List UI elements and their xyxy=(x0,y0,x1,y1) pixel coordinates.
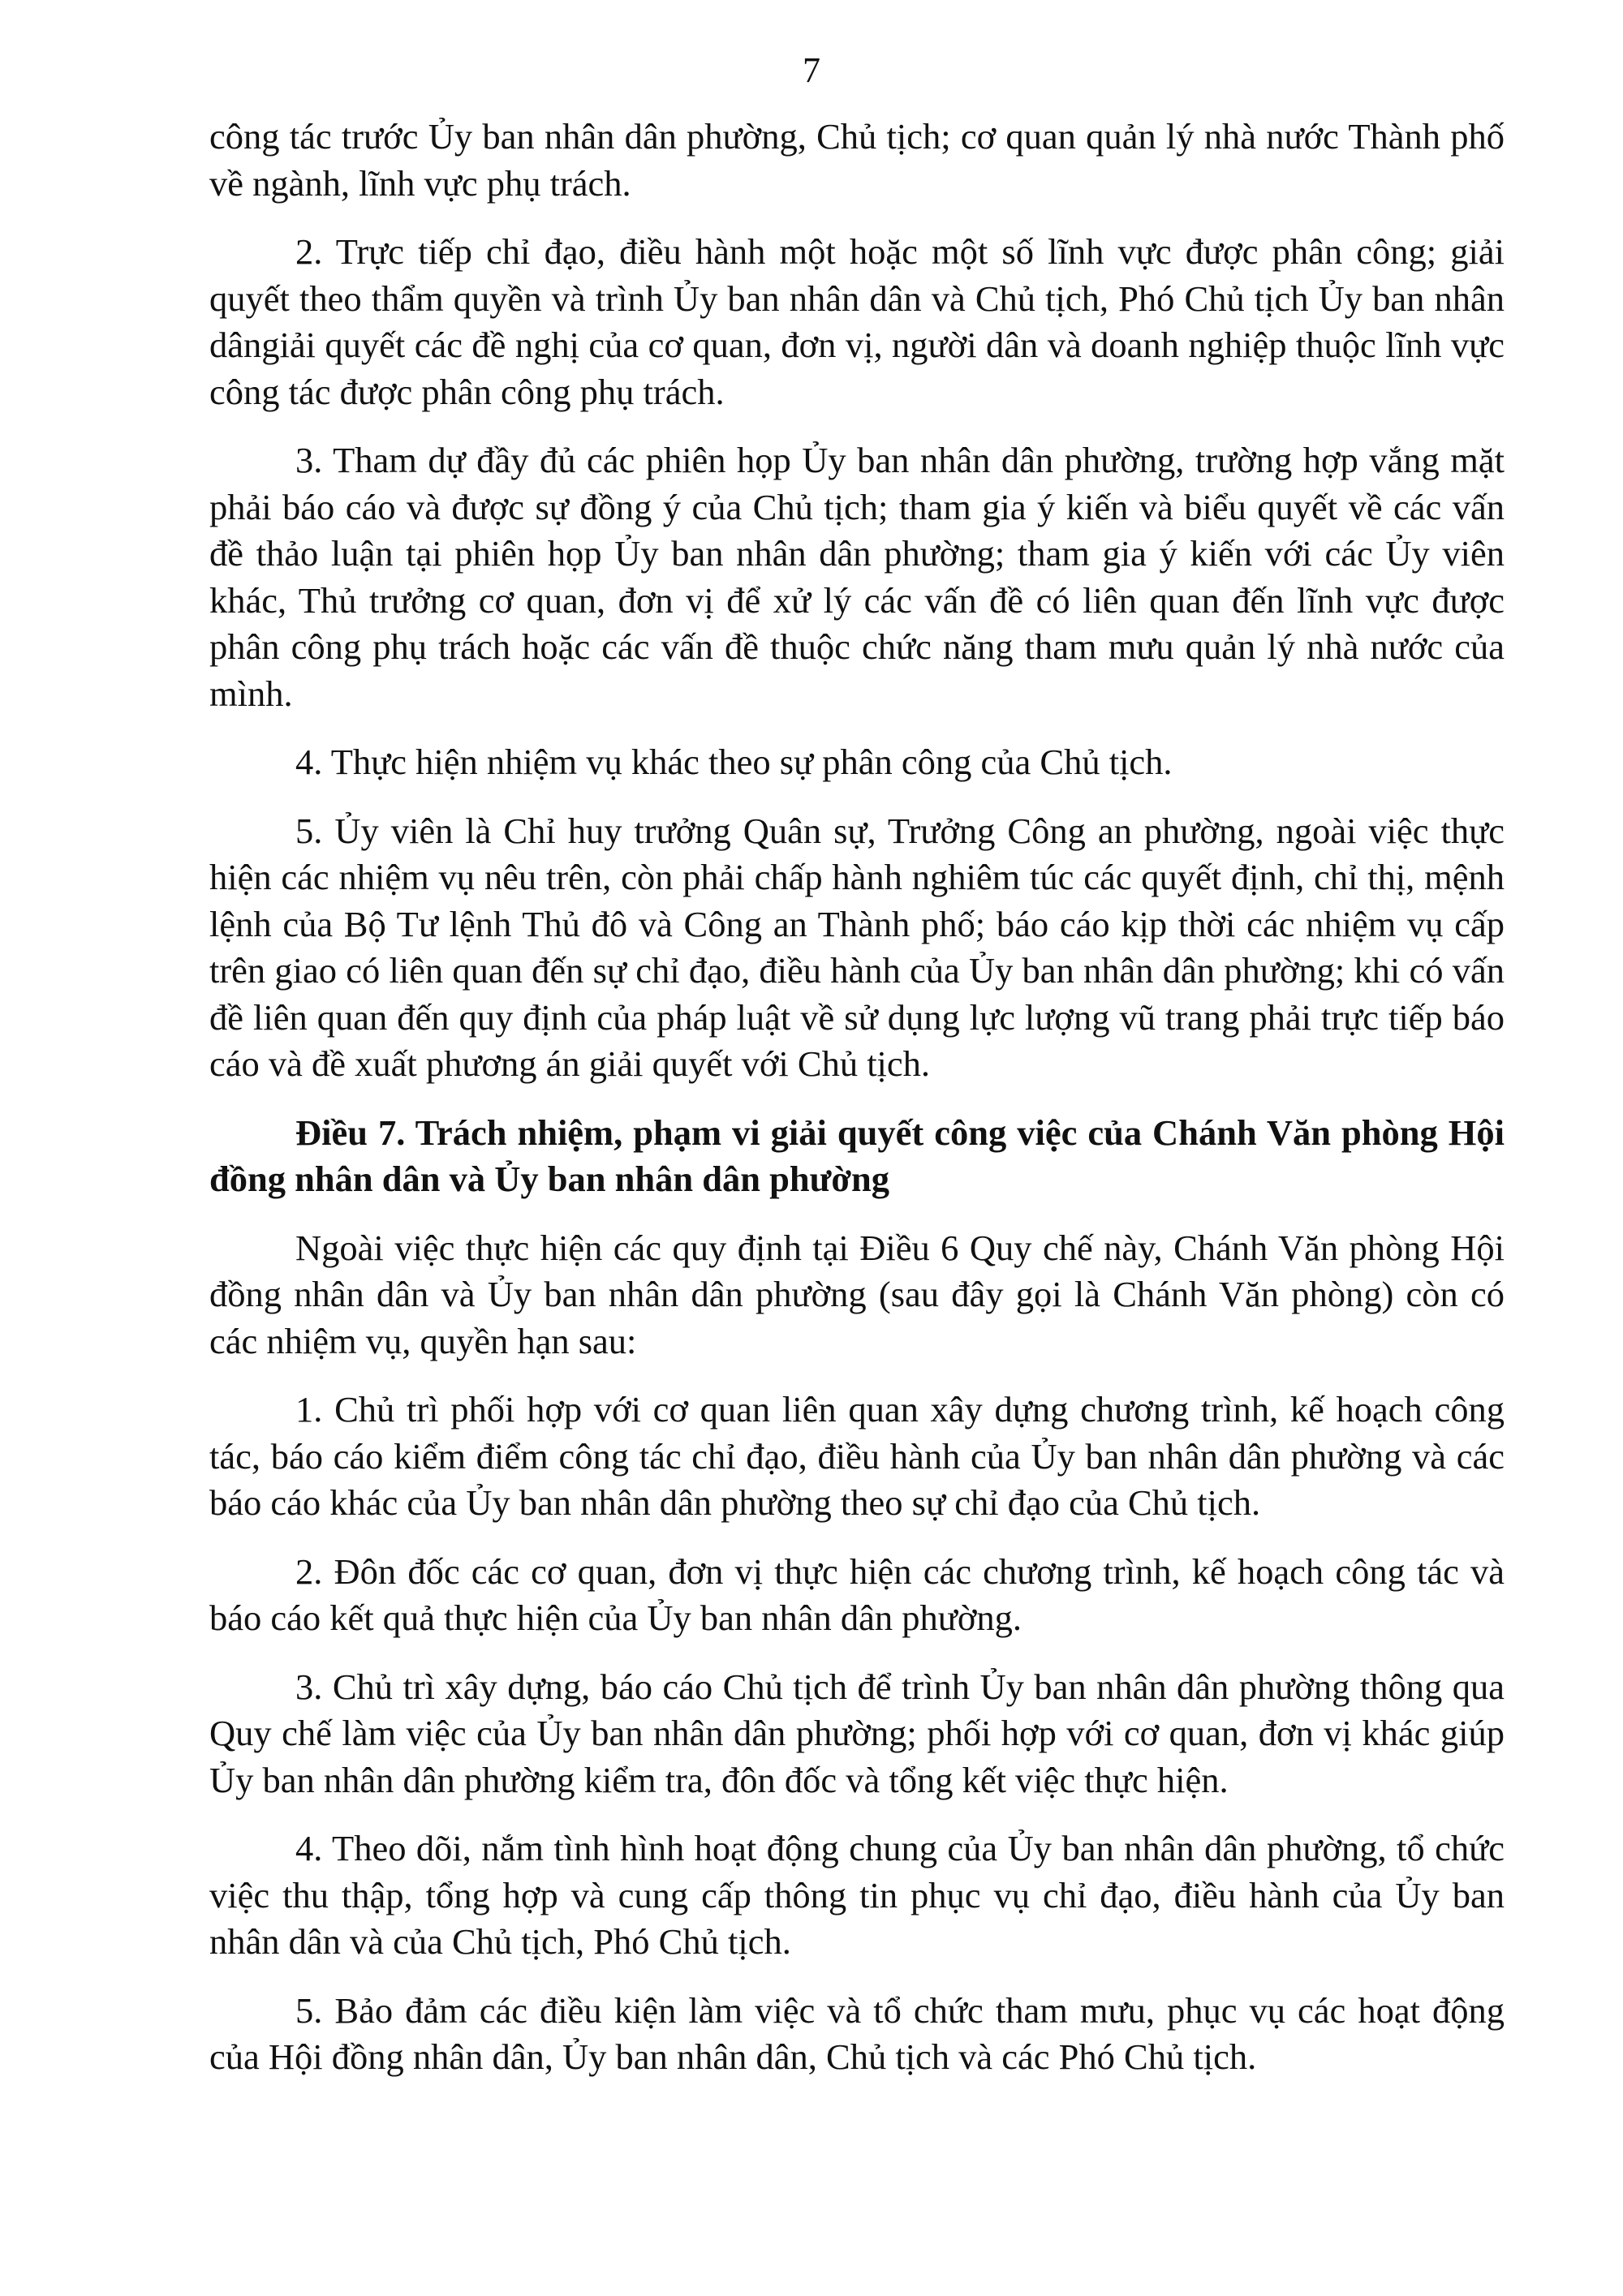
article-7-item-4: 4. Theo dõi, nắm tình hình hoạt động chung của Ủy ban nhân dân phường, tổ chức việc thu thập, tổng hợp và cung cấp thông tin phục vụ chỉ đạo, điều hành của Ủy ban nhân dân và của Chủ tịch, Phó Chủ tịch. xyxy=(209,1828,1505,1962)
page-number: 7 xyxy=(803,50,820,90)
paragraph-continuation: công tác trước Ủy ban nhân dân phường, Chủ tịch; cơ quan quản lý nhà nước Thành phố về ngành, lĩnh vực phụ trách. xyxy=(209,116,1505,204)
article-7-item-2: 2. Đôn đốc các cơ quan, đơn vị thực hiện các chương trình, kế hoạch công tác và báo cáo kết quả thực hiện của Ủy ban nhân dân phường. xyxy=(209,1550,1505,1638)
article-7-heading: Điều 7. Trách nhiệm, phạm vi giải quyết công việc của Chánh Văn phòng Hội đồng nhân dân và Ủy ban nhân dân phường xyxy=(209,1111,1505,1199)
document-body xyxy=(209,114,1505,2103)
paragraph-item-3: 3. Tham dự đầy đủ các phiên họp Ủy ban nhân dân phường, trường hợp vắng mặt phải báo cáo và được sự đồng ý của Chủ tịch; tham gia ý kiến và biểu quyết về các vấn đề thảo luận tại phiên họp Ủy ban nhân dân phường; tham gia ý kiến với các Ủy viên khác, Thủ trưởng cơ quan, đơn vị để xử lý các vấn đề có liên quan đến lĩnh vực được phân công phụ trách hoặc các vấn đề thuộc chức năng tham mưu quản lý nhà nước của mình. xyxy=(209,440,1505,714)
article-7-intro: Ngoài việc thực hiện các quy định tại Điều 6 Quy chế này, Chánh Văn phòng Hội đồng nhân dân và Ủy ban nhân dân phường (sau đây gọi là Chánh Văn phòng) còn có các nhiệm vụ, quyền hạn sau: xyxy=(209,1227,1505,1361)
article-7-item-1: 1. Chủ trì phối hợp với cơ quan liên quan xây dựng chương trình, kế hoạch công tác, báo cáo kiểm điểm công tác chỉ đạo, điều hành của Ủy ban nhân dân phường và các báo cáo khác của Ủy ban nhân dân phường theo sự chỉ đạo của Chủ tịch. xyxy=(209,1389,1505,1523)
article-7-item-5: 5. Bảo đảm các điều kiện làm việc và tổ chức tham mưu, phục vụ các hoạt động của Hội đồng nhân dân, Ủy ban nhân dân, Chủ tịch và các Phó Chủ tịch. xyxy=(209,1989,1505,2077)
paragraph-item-5: 5. Ủy viên là Chỉ huy trưởng Quân sự, Trưởng Công an phường, ngoài việc thực hiện các nhiệm vụ nêu trên, còn phải chấp hành nghiêm túc các quyết định, chỉ thị, mệnh lệnh của Bộ Tư lệnh Thủ đô và Công an Thành phố; báo cáo kịp thời các nhiệm vụ cấp trên giao có liên quan đến sự chỉ đạo, điều hành của Ủy ban nhân dân phường; khi có vấn đề liên quan đến quy định của pháp luật về sử dụng lực lượng vũ trang phải trực tiếp báo cáo và đề xuất phương án giải quyết với Chủ tịch. xyxy=(209,810,1505,1084)
article-7-item-3: 3. Chủ trì xây dựng, báo cáo Chủ tịch để trình Ủy ban nhân dân phường thông qua Quy chế làm việc của Ủy ban nhân dân phường; phối hợp với cơ quan, đơn vị khác giúp Ủy ban nhân dân phường kiểm tra, đôn đốc và tổng kết việc thực hiện. xyxy=(209,1666,1505,1800)
paragraph-item-4: 4. Thực hiện nhiệm vụ khác theo sự phân công của Chủ tịch. xyxy=(295,742,1173,782)
paragraph-item-2: 2. Trực tiếp chỉ đạo, điều hành một hoặc một số lĩnh vực được phân công; giải quyết theo thẩm quyền và trình Ủy ban nhân dân và Chủ tịch, Phó Chủ tịch Ủy ban nhân dângiải quyết các đề nghị của cơ quan, đơn vị, người dân và doanh nghiệp thuộc lĩnh vực công tác được phân công phụ trách. xyxy=(209,231,1505,412)
